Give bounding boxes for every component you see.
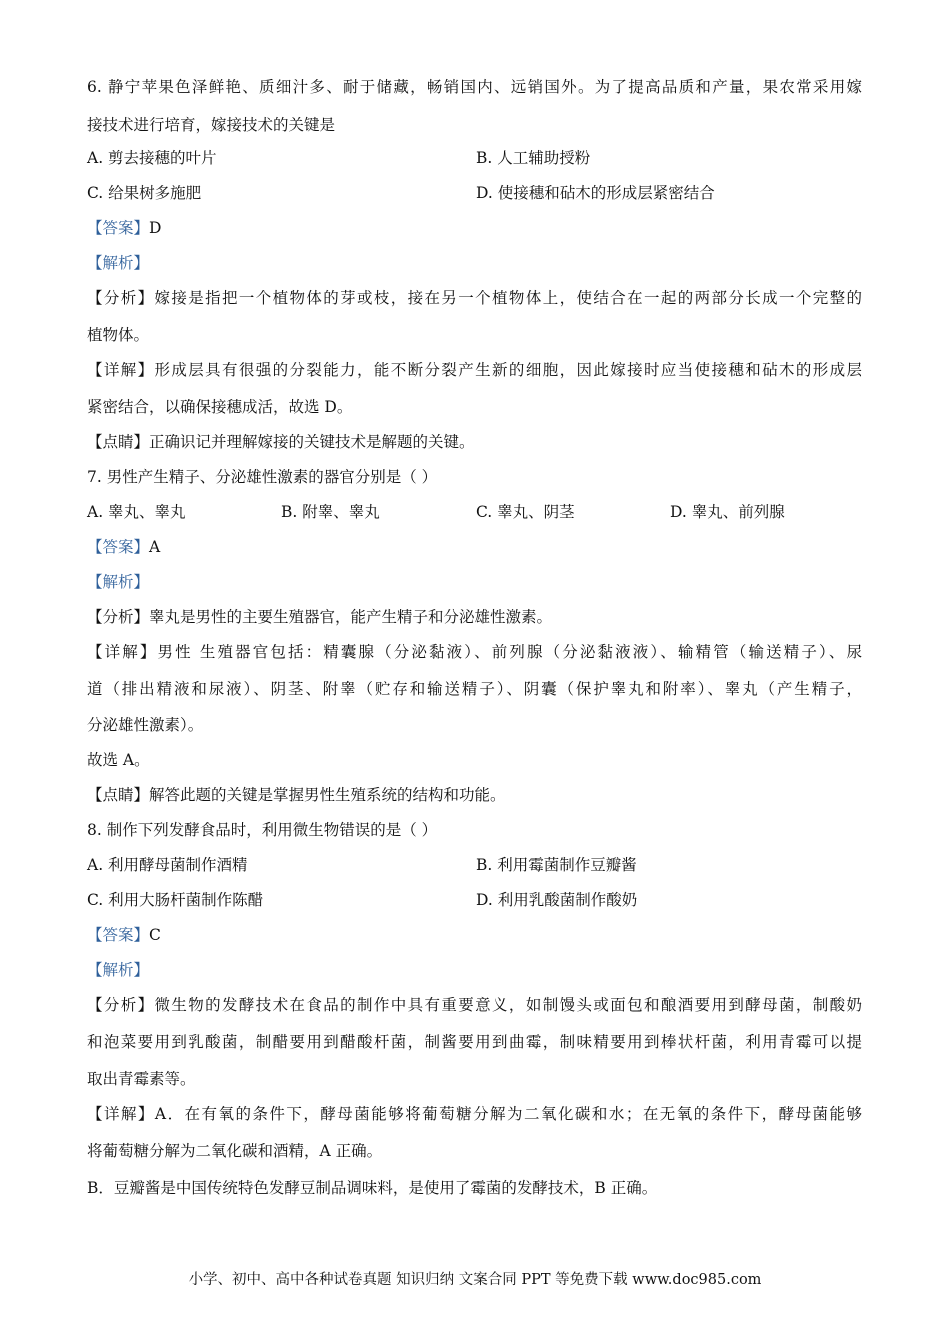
q6-dianjing: 【点睛】正确识记并理解嫁接的关键技术是解题的关键。 xyxy=(87,433,475,451)
q7-option-d: D. 睾丸、前列腺 xyxy=(670,503,785,521)
q6-fenxi-line2: 植物体。 xyxy=(87,326,150,344)
q8-xiangjie-line3: B．豆瓣酱是中国传统特色发酵豆制品调味料，是使用了霉菌的发酵技术，B 正确。 xyxy=(87,1179,658,1197)
q6-option-a: A. 剪去接穗的叶片 xyxy=(87,149,217,167)
q7-answer xyxy=(87,537,160,557)
xiangjie-label: 【详解】 xyxy=(87,643,158,661)
q7-xiangjie-line1: 【详解】男性 生殖器官包括：精囊腺（分泌黏液）、前列腺（分泌黏液液）、输精管（输送精子）、尿 xyxy=(87,643,862,661)
q8-option-b: B. 利用霉菌制作豆瓣酱 xyxy=(476,856,637,874)
q8-answer xyxy=(87,925,161,945)
q7-fenxi: 【分析】睾丸是男性的主要生殖器官，能产生精子和分泌雄性激素。 xyxy=(87,608,553,626)
q8-option-d: D. 利用乳酸菌制作酸奶 xyxy=(476,891,638,909)
answer-label: 【答案】 xyxy=(87,219,150,237)
answer-value: A xyxy=(149,538,161,556)
answer-label: 【答案】 xyxy=(87,538,150,556)
answer-label: 【答案】 xyxy=(87,926,150,944)
q7-guxuan: 故选 A。 xyxy=(87,751,150,769)
q7-option-c: C. 睾丸、阴茎 xyxy=(476,503,575,521)
q8-fenxi-line2: 和泡菜要用到乳酸菌，制醋要用到醋酸杆菌，制酱要用到曲霉，制味精要用到棒状杆菌，利用青霉可以提 xyxy=(87,1033,862,1051)
fenxi-label: 【分析】 xyxy=(87,608,150,626)
q8-option-c: C. 利用大肠杆菌制作陈醋 xyxy=(87,891,264,909)
q8-jiexi-heading: 【解析】 xyxy=(87,961,150,979)
q6-option-c: C. 给果树多施肥 xyxy=(87,184,202,202)
q7-xiangjie-line3: 分泌雄性激素）。 xyxy=(87,716,204,734)
q6-xiangjie-line1: 【详解】形成层具有很强的分裂能力，能不断分裂产生新的细胞，因此嫁接时应当使接穗和砧木的形成层 xyxy=(87,361,862,379)
q6-stem-line1: 6. 静宁苹果色泽鲜艳、质细汁多、耐于储藏，畅销国内、远销国外。为了提高品质和产量，果农常采用嫁 xyxy=(87,78,862,96)
q7-dianjing: 【点睛】解答此题的关键是掌握男性生殖系统的结构和功能。 xyxy=(87,786,506,804)
q7-stem: 7. 男性产生精子、分泌雄性激素的器官分别是（ ） xyxy=(87,468,438,486)
q6-fenxi-line1: 【分析】嫁接是指把一个植物体的芽或枝，接在另一个植物体上，使结合在一起的两部分长成一个完整的 xyxy=(87,289,862,307)
q6-xiangjie-line2: 紧密结合，以确保接穗成活，故选 D。 xyxy=(87,398,353,416)
q8-option-a: A. 利用酵母菌制作酒精 xyxy=(87,856,248,874)
q8-xiangjie-line2: 将葡萄糖分解为二氧化碳和酒精，A 正确。 xyxy=(87,1142,383,1160)
xiangjie-label: 【详解】 xyxy=(87,1105,155,1123)
q7-jiexi-heading: 【解析】 xyxy=(87,573,150,591)
fenxi-label: 【分析】 xyxy=(87,289,155,307)
page-footer: 小学、初中、高中各种试卷真题 知识归纳 文案合同 PPT 等免费下载 www.doc985.com xyxy=(188,1272,762,1288)
q8-fenxi-line3: 取出青霉素等。 xyxy=(87,1070,196,1088)
q7-option-b: B. 附睾、睾丸 xyxy=(281,503,380,521)
q6-option-d: D. 使接穗和砧木的形成层紧密结合 xyxy=(476,184,715,202)
q6-jiexi-heading: 【解析】 xyxy=(87,254,150,272)
answer-value: D xyxy=(149,219,162,237)
q6-answer xyxy=(87,218,161,238)
xiangjie-label: 【详解】 xyxy=(87,361,155,379)
q7-option-a: A. 睾丸、睾丸 xyxy=(87,503,186,521)
answer-value: C xyxy=(149,926,161,944)
q8-xiangjie-line1: 【详解】A．在有氧的条件下，酵母菌能够将葡萄糖分解为二氧化碳和水；在无氧的条件下，酵母菌能够 xyxy=(87,1105,862,1123)
q8-stem: 8. 制作下列发酵食品时，利用微生物错误的是（ ） xyxy=(87,821,438,839)
dianjing-label: 【点睛】 xyxy=(87,433,150,451)
dianjing-label: 【点睛】 xyxy=(87,786,150,804)
fenxi-label: 【分析】 xyxy=(87,996,155,1014)
q6-stem-line2: 接技术进行培育，嫁接技术的关键是 xyxy=(87,116,336,134)
q6-option-b: B. 人工辅助授粉 xyxy=(476,149,591,167)
q8-fenxi-line1: 【分析】微生物的发酵技术在食品的制作中具有重要意义，如制馒头或面包和酿酒要用到酵母菌，制酸奶 xyxy=(87,996,862,1014)
q7-xiangjie-line2: 道（排出精液和尿液）、阴茎、附睾（贮存和输送精子）、阴囊（保护睾丸和附率）、睾丸（产生精子， xyxy=(87,680,862,698)
